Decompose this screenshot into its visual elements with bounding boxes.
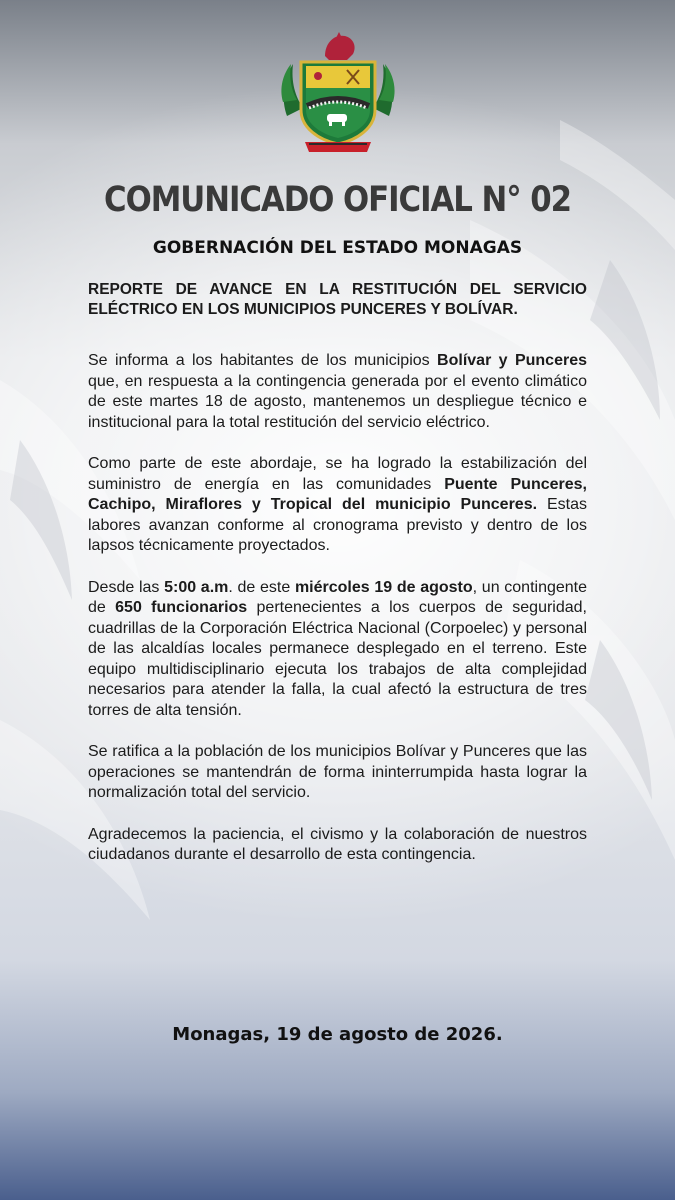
place-date-signature: Monagas, 19 de agosto de 2026. [172,1024,503,1045]
p1-text-c: que, en respuesta a la contingencia generada por el evento climático de este martes 18 de agosto, mantenemos un despliegue técnico e institucional para la total restitución del servicio eléctrico. [88,372,587,431]
paragraph-1 [88,351,587,433]
p3-text-g: pertenecientes a los cuerpos de seguridad, cuadrillas de la Corporación Eléctrica Nacional (Corpoelec) y personal de las alcaldías locales permanece desplegado en el terreno. Este equipo multidisciplinario ejecuta los trabajos de alta complejidad necesarios para atender la falla, la cual afectó la estructura de tres torres de alta tensión. [88,599,587,719]
p3-bold-date: miércoles 19 de agosto [294,578,473,596]
p3-text-e: , un contingente de [88,578,588,616]
p3-bold-officials: 650 funcionarios [115,599,248,616]
paragraph-5: Agradecemos la paciencia, el civismo y la colaboración de nuestros ciudadanos durante el desarrollo de esta contingencia. [88,825,587,863]
p2-text-a: Como parte de este abordaje, se ha logrado la estabilización del suministro de energía en las comunidades [88,455,587,493]
monagas-coat-of-arms-icon [277,30,399,158]
p2-text-c: Estas labores avanzan conforme al cronograma previsto y dentro de los lapsos técnicamente proyectados. [88,496,587,554]
p3-bold-time: 5:00 a.m [164,578,229,596]
p3-text-a: Desde las [88,578,165,596]
lead-heading: REPORTE DE AVANCE EN LA RESTITUCIÓN DEL SERVICIO ELÉCTRICO EN LOS MUNICIPIOS PUNCERES Y BOLÍVAR. [88,281,587,318]
communique-body [88,280,587,887]
paragraph-2 [88,454,587,557]
p1-text-a: Se informa a los habitantes de los municipios [88,352,438,369]
issuer-subtitle: GOBERNACIÓN DEL ESTADO MONAGAS [152,238,523,258]
p2-bold-communities: Puente Punceres, Cachipo, Miraflores y Tropical del municipio Punceres. [88,475,587,513]
p1-bold-municipalities: Bolívar y Punceres [437,352,587,369]
paragraph-3 [88,578,587,722]
page-title: COMUNICADO OFICIAL N° 02 [104,180,571,220]
p3-text-c: . de este [228,578,295,596]
paragraph-4: Se ratifica a la población de los municipios Bolívar y Punceres que las operaciones se mantendrán de forma ininterrumpida hasta lograr la normalización total del servicio. [88,743,587,801]
